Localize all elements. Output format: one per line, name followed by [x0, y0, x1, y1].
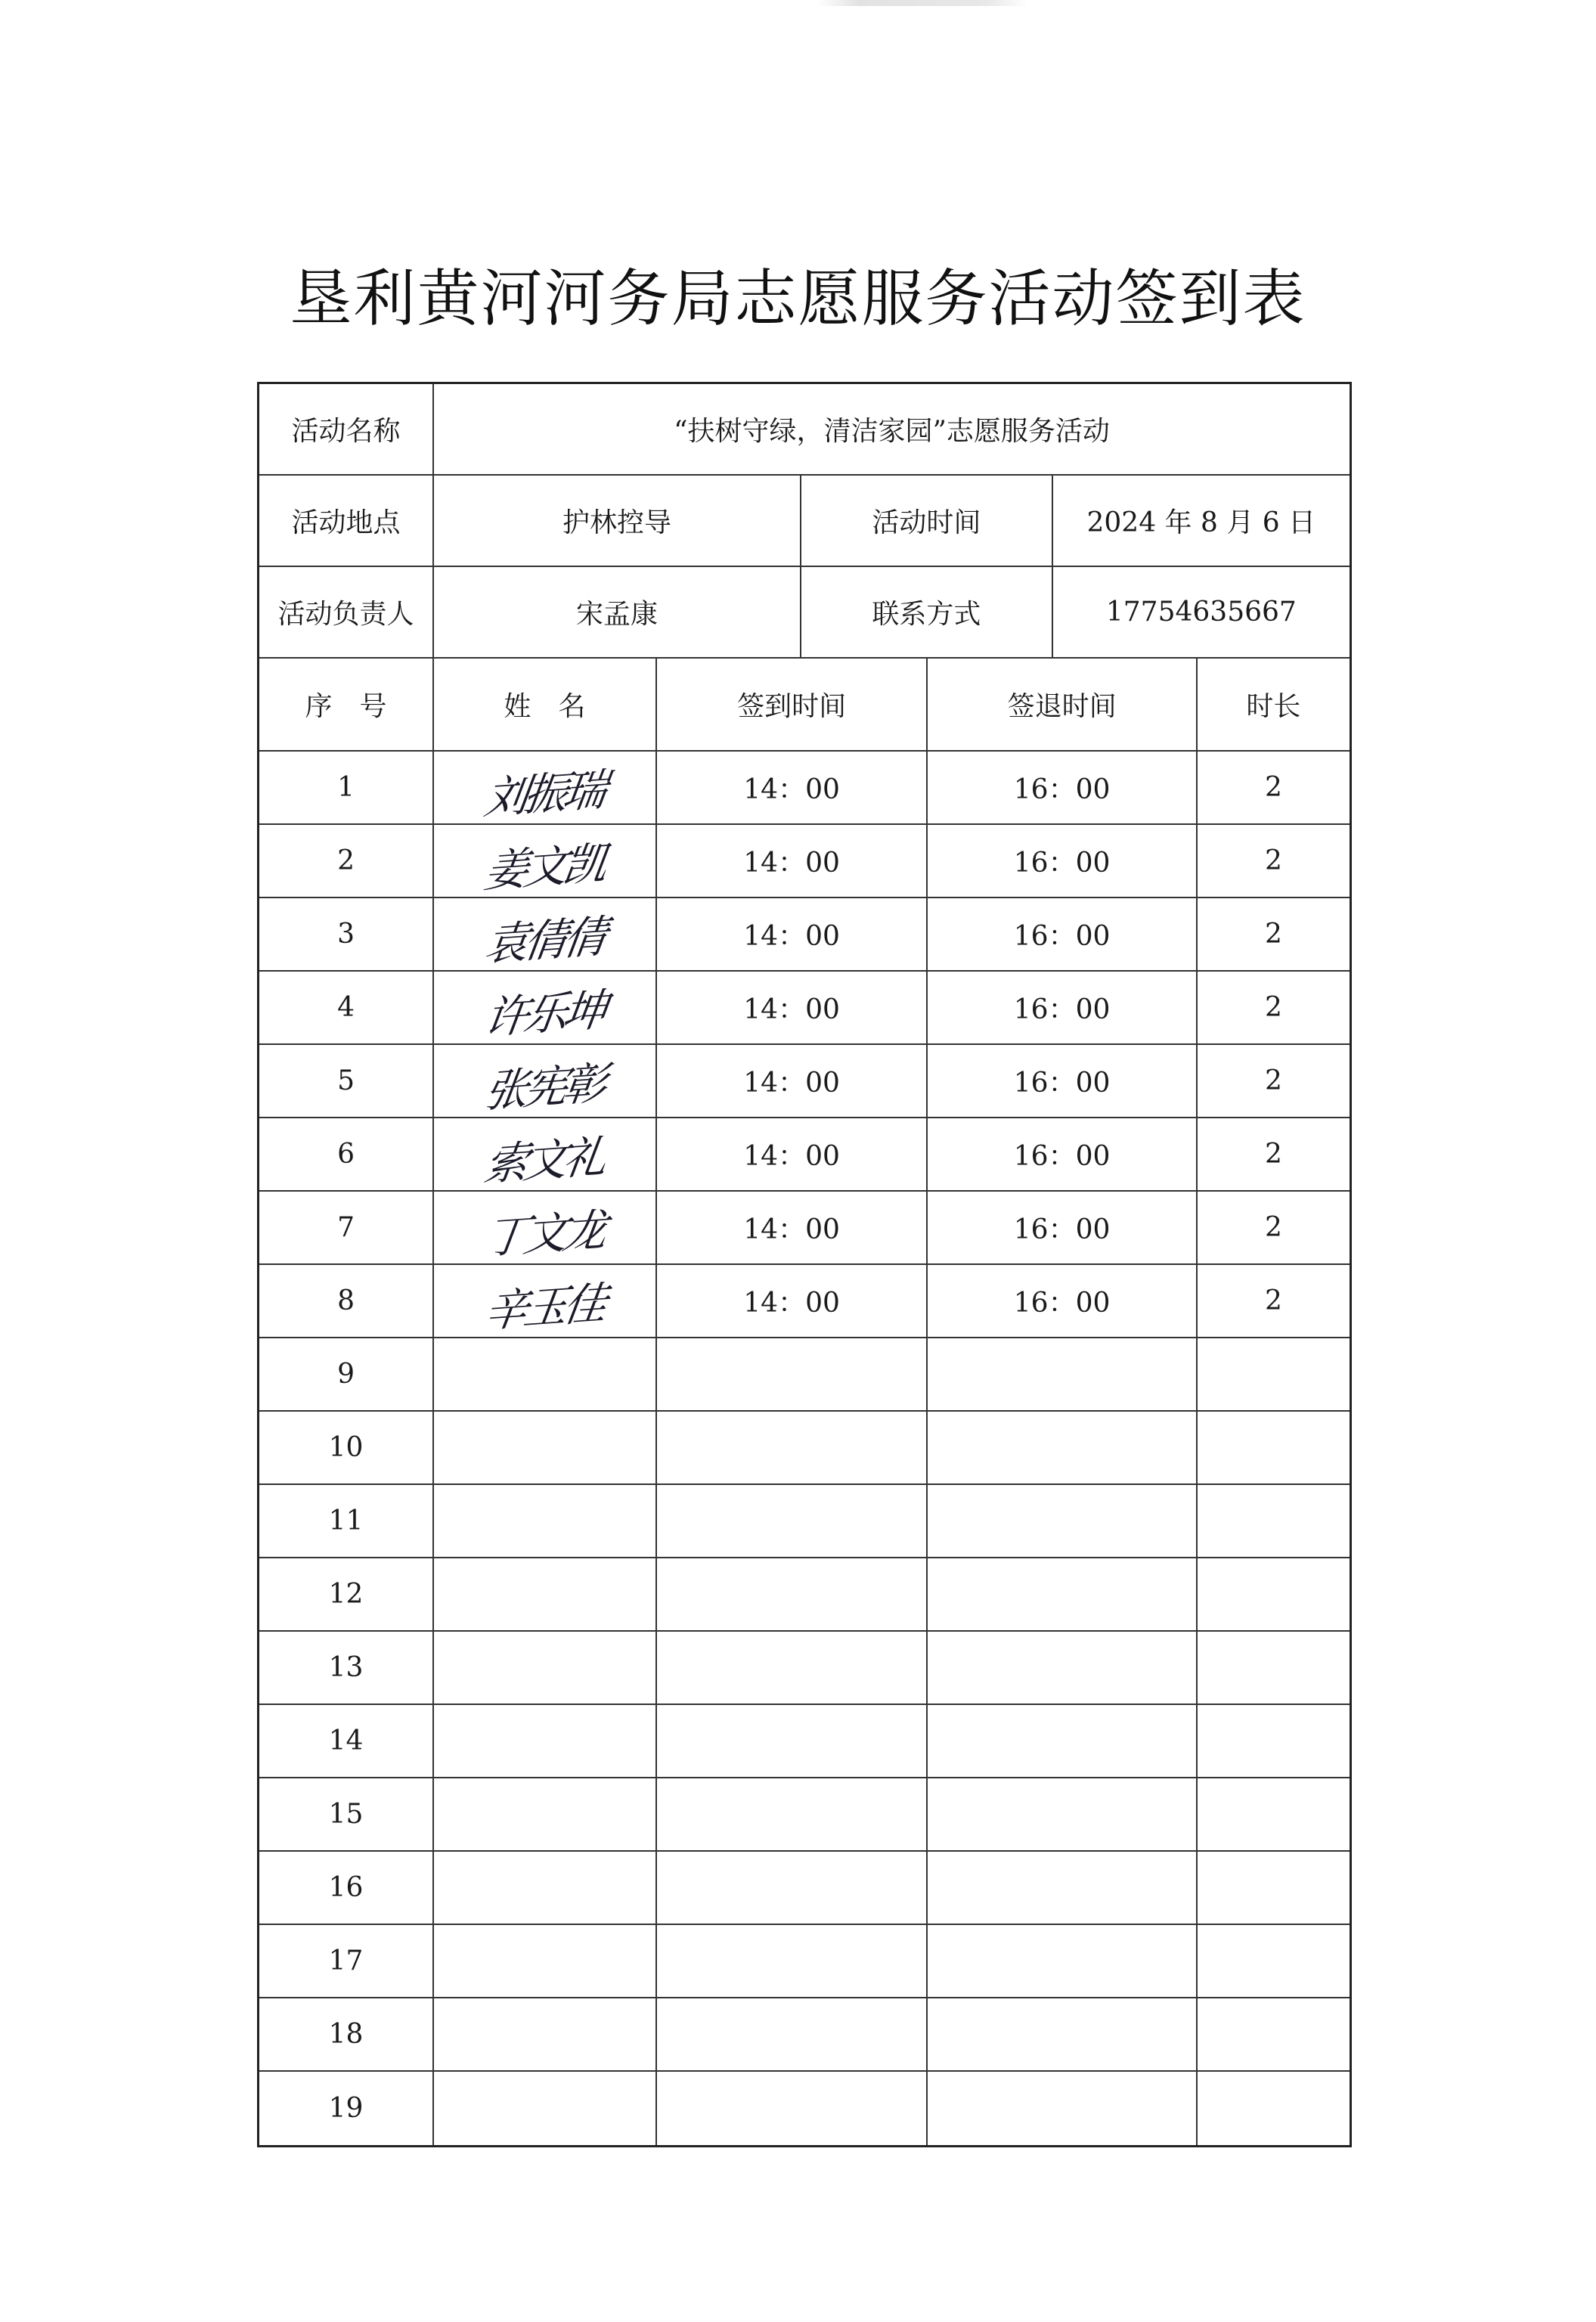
- row-duration: [1198, 1338, 1350, 1410]
- row-duration: 2: [1264, 845, 1282, 876]
- activity-name-value: “扶树守绿，清洁家园”志愿服务活动: [674, 416, 1110, 447]
- row-number: 9: [259, 1338, 434, 1410]
- table-row: [259, 1998, 1350, 2072]
- row-number: 4: [259, 972, 434, 1043]
- row-duration: [1198, 1778, 1350, 1850]
- table-row: [259, 1045, 1350, 1118]
- table-row: [259, 1118, 1350, 1192]
- row-number: 5: [259, 1045, 434, 1117]
- row-name-signature: [434, 1705, 657, 1777]
- row-duration: 2: [1264, 1065, 1282, 1096]
- table-header-row: [259, 659, 1350, 752]
- row-duration: [1198, 1485, 1350, 1557]
- row-sign-in-time: [657, 1998, 928, 2070]
- table-row: [259, 752, 1350, 825]
- row-sign-in-time: [657, 1925, 928, 1997]
- table-row: [259, 2072, 1350, 2145]
- row-duration: [1198, 1925, 1350, 1997]
- row-sign-out-time: [928, 1632, 1198, 1704]
- row-sign-in-time: 14：00: [657, 898, 928, 970]
- row-name-signature: [434, 752, 657, 823]
- row-number: 14: [259, 1705, 434, 1777]
- row-number: 1: [259, 752, 434, 823]
- table-row: [259, 1632, 1350, 1705]
- row-number: 7: [259, 1192, 434, 1263]
- row-name-signature: [434, 1778, 657, 1850]
- row-duration: [1198, 1558, 1350, 1630]
- row-duration: [1198, 1705, 1350, 1777]
- table-row: [259, 972, 1350, 1045]
- row-sign-in-time: [657, 1338, 928, 1410]
- row-sign-out-time: 16：00: [928, 1192, 1198, 1263]
- contact-label: 联系方式: [801, 567, 1053, 657]
- row-sign-in-time: 14：00: [657, 972, 928, 1043]
- handwritten-signature: 索文礼: [482, 1130, 607, 1190]
- row-duration: 2: [1264, 1285, 1282, 1316]
- activity-name-row: [259, 384, 1350, 476]
- row-name-signature: [434, 898, 657, 970]
- row-number: 10: [259, 1412, 434, 1483]
- row-sign-out-time: 16：00: [928, 898, 1198, 970]
- row-name-signature: [434, 972, 657, 1043]
- row-sign-in-time: [657, 1632, 928, 1704]
- row-sign-out-time: 16：00: [928, 1045, 1198, 1117]
- row-sign-in-time: 14：00: [657, 752, 928, 823]
- row-number: 16: [259, 1852, 434, 1924]
- row-name-signature: [434, 1998, 657, 2070]
- table-body: [259, 752, 1350, 2145]
- row-sign-out-time: [928, 2072, 1198, 2145]
- row-name-signature: [434, 825, 657, 897]
- row-name-signature: [434, 1192, 657, 1263]
- row-sign-out-time: 16：00: [928, 972, 1198, 1043]
- row-sign-out-time: [928, 1778, 1198, 1850]
- row-sign-in-time: [657, 1558, 928, 1630]
- time-value: 2024 年 8 月 6 日: [1086, 507, 1316, 538]
- table-row: [259, 1778, 1350, 1852]
- scan-artifact: [817, 0, 1028, 6]
- handwritten-signature: 许乐坤: [482, 983, 607, 1043]
- table-row: [259, 825, 1350, 898]
- row-name-signature: [434, 1485, 657, 1557]
- row-name-signature: [434, 1338, 657, 1410]
- table-row: [259, 1485, 1350, 1558]
- table-row: [259, 1338, 1350, 1412]
- table-row: [259, 1265, 1350, 1338]
- row-sign-out-time: 16：00: [928, 752, 1198, 823]
- row-duration: [1198, 1632, 1350, 1704]
- row-number: 6: [259, 1118, 434, 1190]
- row-sign-out-time: 16：00: [928, 825, 1198, 897]
- table-row: [259, 1558, 1350, 1632]
- row-name-signature: [434, 1412, 657, 1483]
- row-duration: 2: [1264, 992, 1282, 1023]
- table-row: [259, 1192, 1350, 1265]
- row-sign-in-time: 14：00: [657, 1265, 928, 1337]
- row-sign-in-time: 14：00: [657, 1118, 928, 1190]
- header-duration: 时长: [1246, 691, 1301, 722]
- row-sign-out-time: [928, 1558, 1198, 1630]
- contact-value: 17754635667: [1105, 597, 1297, 628]
- row-number: 13: [259, 1632, 434, 1704]
- row-sign-in-time: 14：00: [657, 1045, 928, 1117]
- handwritten-signature: 刘振瑞: [482, 763, 607, 823]
- header-name: 姓 名: [434, 659, 657, 750]
- row-name-signature: [434, 1045, 657, 1117]
- table-row: [259, 1412, 1350, 1485]
- row-number: 18: [259, 1998, 434, 2070]
- row-sign-in-time: [657, 1485, 928, 1557]
- row-sign-in-time: 14：00: [657, 1192, 928, 1263]
- handwritten-signature: 辛玉佳: [482, 1276, 607, 1337]
- table-row: [259, 1852, 1350, 1925]
- row-name-signature: [434, 1265, 657, 1337]
- row-sign-out-time: [928, 1485, 1198, 1557]
- row-sign-in-time: [657, 1705, 928, 1777]
- activity-name-label: 活动名称: [259, 384, 434, 474]
- location-label: 活动地点: [259, 476, 434, 566]
- row-sign-in-time: [657, 2072, 928, 2145]
- row-name-signature: [434, 1925, 657, 1997]
- row-name-signature: [434, 1632, 657, 1704]
- row-number: 11: [259, 1485, 434, 1557]
- header-number: 序 号: [259, 659, 434, 750]
- row-duration: 2: [1264, 772, 1282, 803]
- row-sign-out-time: [928, 1412, 1198, 1483]
- activity-leader-row: [259, 567, 1350, 659]
- row-duration: [1198, 2072, 1350, 2145]
- header-sign-out-time: 签退时间: [928, 659, 1198, 750]
- page-title: 垦利黄河河务局志愿服务活动签到表: [290, 263, 1306, 335]
- handwritten-signature: 袁倩倩: [482, 910, 607, 970]
- handwritten-signature: 丁文龙: [482, 1203, 607, 1263]
- row-sign-in-time: 14：00: [657, 825, 928, 897]
- row-name-signature: [434, 1852, 657, 1924]
- row-number: 3: [259, 898, 434, 970]
- row-number: 12: [259, 1558, 434, 1630]
- row-duration: 2: [1264, 1212, 1282, 1243]
- leader-label: 活动负责人: [259, 567, 434, 657]
- sign-in-sheet-table: [257, 382, 1352, 2147]
- row-duration: 2: [1264, 1139, 1282, 1170]
- row-name-signature: [434, 1558, 657, 1630]
- leader-value: 宋孟康: [434, 567, 801, 657]
- row-duration: [1198, 1412, 1350, 1483]
- activity-location-row: [259, 476, 1350, 567]
- row-number: 19: [259, 2072, 434, 2145]
- row-number: 2: [259, 825, 434, 897]
- table-row: [259, 1705, 1350, 1778]
- row-sign-out-time: [928, 1925, 1198, 1997]
- time-label: 活动时间: [801, 476, 1053, 566]
- row-sign-in-time: [657, 1778, 928, 1850]
- row-sign-in-time: [657, 1852, 928, 1924]
- row-sign-out-time: [928, 1338, 1198, 1410]
- row-sign-out-time: [928, 1998, 1198, 2070]
- row-name-signature: [434, 1118, 657, 1190]
- row-name-signature: [434, 2072, 657, 2145]
- table-row: [259, 898, 1350, 972]
- row-duration: 2: [1264, 919, 1282, 950]
- handwritten-signature: 姜文凯: [482, 836, 607, 897]
- row-duration: [1198, 1998, 1350, 2070]
- location-value: 护林控导: [434, 476, 801, 566]
- row-number: 17: [259, 1925, 434, 1997]
- row-sign-in-time: [657, 1412, 928, 1483]
- table-row: [259, 1925, 1350, 1998]
- row-duration: [1198, 1852, 1350, 1924]
- row-number: 8: [259, 1265, 434, 1337]
- row-sign-out-time: [928, 1852, 1198, 1924]
- row-sign-out-time: 16：00: [928, 1265, 1198, 1337]
- row-number: 15: [259, 1778, 434, 1850]
- row-sign-out-time: [928, 1705, 1198, 1777]
- header-sign-in-time: 签到时间: [657, 659, 928, 750]
- row-sign-out-time: 16：00: [928, 1118, 1198, 1190]
- handwritten-signature: 张宪彰: [482, 1056, 607, 1117]
